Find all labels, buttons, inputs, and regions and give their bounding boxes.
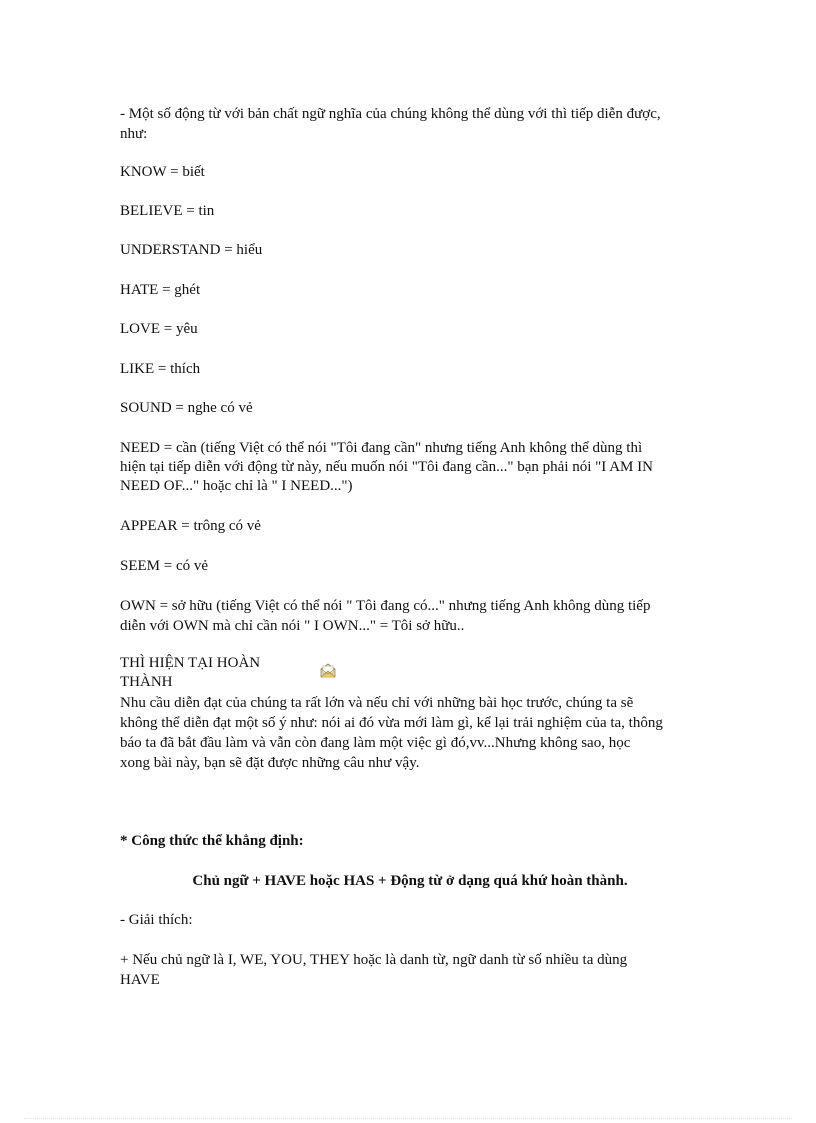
verb-need-line-1: NEED = cần (tiếng Việt có thể nói "Tôi đang cần" nhưng tiếng Anh không thể dùng thì bbox=[120, 440, 643, 456]
formula-statement: Chủ ngữ + HAVE hoặc HAS + Động từ ở dạng quá khứ hoàn thành. bbox=[192, 873, 628, 889]
explain-label: - Giải thích: bbox=[120, 912, 193, 928]
section-title-line-1: THÌ HIỆN TẠI HOÀN bbox=[120, 655, 261, 671]
formula-heading: * Công thức thể khẳng định: bbox=[120, 833, 304, 849]
page-bottom-divider bbox=[24, 1118, 792, 1119]
verb-believe: BELIEVE = tin bbox=[120, 203, 215, 219]
verb-sound: SOUND = nghe có vẻ bbox=[120, 400, 253, 416]
body-line-1: Nhu cầu diễn đạt của chúng ta rất lớn và nếu chỉ với những bài học trước, chúng ta sẽ bbox=[120, 695, 634, 711]
body-line-3: báo ta đã bắt đầu làm và vẫn còn đang làm một việc gì đó,vv...Nhưng không sao, học bbox=[120, 735, 631, 751]
verb-hate: HATE = ghét bbox=[120, 282, 201, 298]
intro-line-2: như: bbox=[120, 126, 148, 142]
verb-love: LOVE = yêu bbox=[120, 321, 198, 337]
body-line-4: xong bài này, bạn sẽ đặt được những câu như vậy. bbox=[120, 755, 420, 771]
section-title-line-2: THÀNH bbox=[120, 674, 173, 690]
intro-line-1: - Một số động từ với bản chất ngữ nghĩa của chúng không thể dùng với thì tiếp diễn được, bbox=[120, 106, 661, 122]
verb-seem: SEEM = có vẻ bbox=[120, 558, 209, 574]
open-envelope-icon bbox=[319, 662, 337, 678]
verb-appear: APPEAR = trông có vẻ bbox=[120, 518, 261, 534]
explain-line-1: + Nếu chủ ngữ là I, WE, YOU, THEY hoặc là danh từ, ngữ danh từ số nhiều ta dùng bbox=[120, 952, 628, 968]
verb-need-line-2: hiện tại tiếp diễn với động từ này, nếu muốn nói "Tôi đang cần..." bạn phải nói "I AM IN bbox=[120, 459, 653, 475]
verb-need-line-3: NEED OF..." hoặc chỉ là " I NEED...") bbox=[120, 478, 353, 494]
verb-own-line-1: OWN = sở hữu (tiếng Việt có thể nói " Tôi đang có..." nhưng tiếng Anh không dùng tiếp bbox=[120, 598, 651, 614]
explain-line-2: HAVE bbox=[120, 972, 160, 988]
body-line-2: không thể diễn đạt một số ý như: nói ai đó vừa mới làm gì, kể lại trải nghiệm của ta, thông bbox=[120, 715, 663, 731]
verb-understand: UNDERSTAND = hiểu bbox=[120, 242, 263, 258]
verb-know: KNOW = biết bbox=[120, 164, 205, 180]
verb-own-line-2: diễn với OWN mà chỉ cần nói " I OWN..." = Tôi sở hữu.. bbox=[120, 618, 465, 634]
verb-like: LIKE = thích bbox=[120, 361, 201, 377]
